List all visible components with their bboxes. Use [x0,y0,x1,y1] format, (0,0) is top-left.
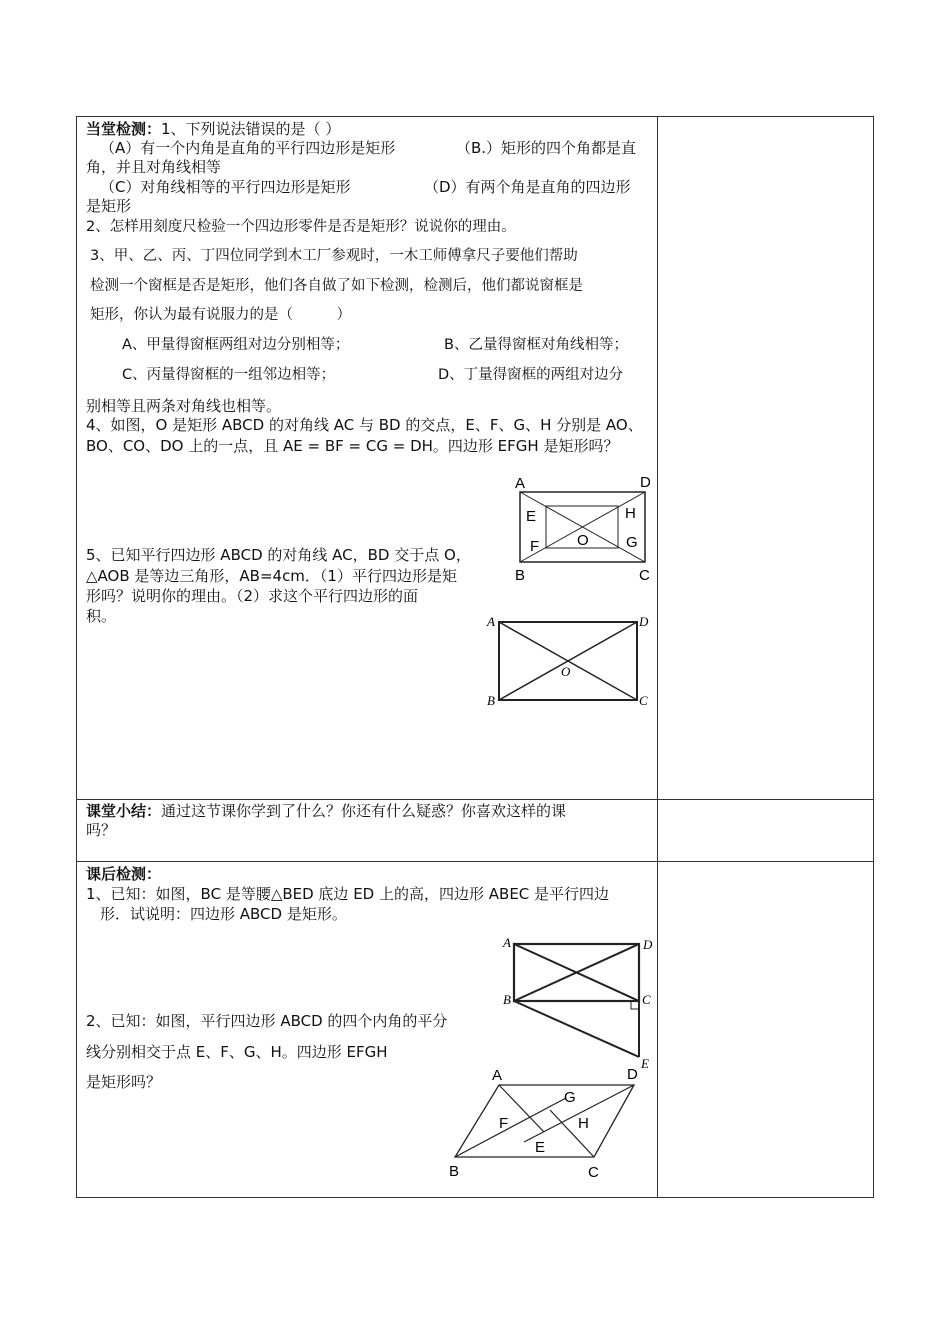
q5-label-o: O [561,664,571,679]
q4-label-c: C [639,567,650,584]
q3-option-a: A、甲量得窗框两组对边分别相等； [122,337,350,353]
q1-option-b: （B.）矩形的四个角都是直 [456,139,637,157]
q4-label-b: B [515,567,526,584]
hw1-label-c: C [642,992,651,1007]
q1-option-d-cont: 是矩形 [86,197,132,215]
q4-line1: 4、如图，O 是矩形 ABCD 的对角线 AC 与 BD 的交点，E、F、G、H 分别是 AO、 [86,416,643,434]
q5-label-d: D [639,614,649,629]
hw2-figure [444,1060,650,1182]
section2-line1 [86,802,566,820]
q5-line4: 积。 [86,607,117,625]
hw1-line2: 形．试说明：四边形 ABCD 是矩形。 [100,905,347,923]
hw2-label-g: G [564,1089,576,1106]
q1-option-b-cont: 角，并且对角线相等 [86,158,222,176]
q3-option-c: C、丙量得窗框的一组邻边相等； [122,367,336,383]
q4-label-a: A [515,475,526,492]
section3-heading: 课后检测： [86,865,162,883]
row-divider-1 [77,799,873,800]
hw1-label-e: E [641,1056,649,1071]
hw1-line1: 1、已知：如图，BC 是等腰△BED 底边 ED 上的高，四边形 ABEC 是平行四边 [86,885,610,903]
q5-line2: △AOB 是等边三角形，AB=4cm．（1）平行四边形是矩 [86,567,457,585]
hw2-line1: 2、已知：如图，平行四边形 ABCD 的四个内角的平分 [86,1012,448,1030]
hw1-right-angle-mark [631,1001,639,1009]
q5-line1: 5、已知平行四边形 ABCD 的对角线 AC，BD 交于点 O， [86,546,471,564]
hw2-label-c: C [588,1164,599,1181]
section2-line2: 吗？ [86,821,117,839]
hw1-label-a: A [503,935,511,950]
hw1-line-be [514,1001,639,1057]
q2-text: 2、怎样用刻度尺检验一个四边形零件是否是矩形？说说你的理由。 [86,219,516,235]
q5-parallelogram-figure [484,612,654,712]
q3-option-d-cont: 别相等且两条对角线也相等。 [86,397,282,415]
q4-label-f: F [530,538,540,555]
hw2-bisector-b [455,1098,566,1157]
q3-line2: 检测一个窗框是否是矩形，他们各自做了如下检测，检测后，他们都说窗框是 [90,278,583,294]
hw2-label-d: D [627,1066,638,1083]
q4-label-o: O [577,532,589,549]
q5-label-a: A [487,614,495,629]
q5-label-c: C [639,693,648,708]
hw2-label-f: F [499,1115,509,1132]
q4-label-g: G [626,534,638,551]
hw1-label-b: B [503,992,511,1007]
hw2-line3: 是矩形吗？ [86,1073,162,1091]
hw2-label-a: A [492,1067,503,1084]
hw1-figure [500,932,660,1076]
section2-text-1: 通过这节课你学到了什么？你还有什么疑惑？你喜欢这样的课 [161,802,567,820]
q3-option-d: D、丁量得窗框的两组对边分 [438,367,624,383]
q1-stem: 1、下列说法错误的是（ ） [161,120,341,138]
hw2-line2: 线分别相交于点 E、F、G、H。四边形 EFGH [86,1043,388,1061]
hw2-label-b: B [449,1163,460,1180]
hw2-label-e: E [535,1139,546,1156]
q1-option-d: （D）有两个角是直角的四边形 [424,178,631,196]
section2-heading: 课堂小结： [86,802,162,820]
q4-rectangle-figure [508,470,658,588]
q5-label-b: B [487,693,495,708]
q3-line3: 矩形，你认为最有说服力的是（ ） [90,307,351,323]
q4-line2: BO、CO、DO 上的一点，且 AE = BF = CG = DH。四边形 EFGH 是矩形吗？ [86,437,619,455]
q1-option-c: （C）对角线相等的平行四边形是矩形 [100,178,351,196]
section1-heading: 当堂检测： [86,120,162,138]
q5-line3: 形吗？说明你的理由。（2）求这个平行四边形的面 [86,587,419,605]
row-divider-2 [77,861,873,862]
q4-label-d: D [640,474,651,491]
hw1-label-d: D [643,937,653,952]
q3-option-b: B、乙量得窗框对角线相等； [444,337,628,353]
q1-option-a: （A）有一个内角是直角的平行四边形是矩形 [100,139,396,157]
section1-line1 [86,120,340,138]
q4-label-h: H [625,505,636,522]
q4-label-e: E [526,508,537,525]
q3-line1: 3、甲、乙、丙、丁四位同学到木工厂参观时，一木工师傅拿尺子要他们帮助 [90,248,578,264]
hw2-label-h: H [578,1115,589,1132]
